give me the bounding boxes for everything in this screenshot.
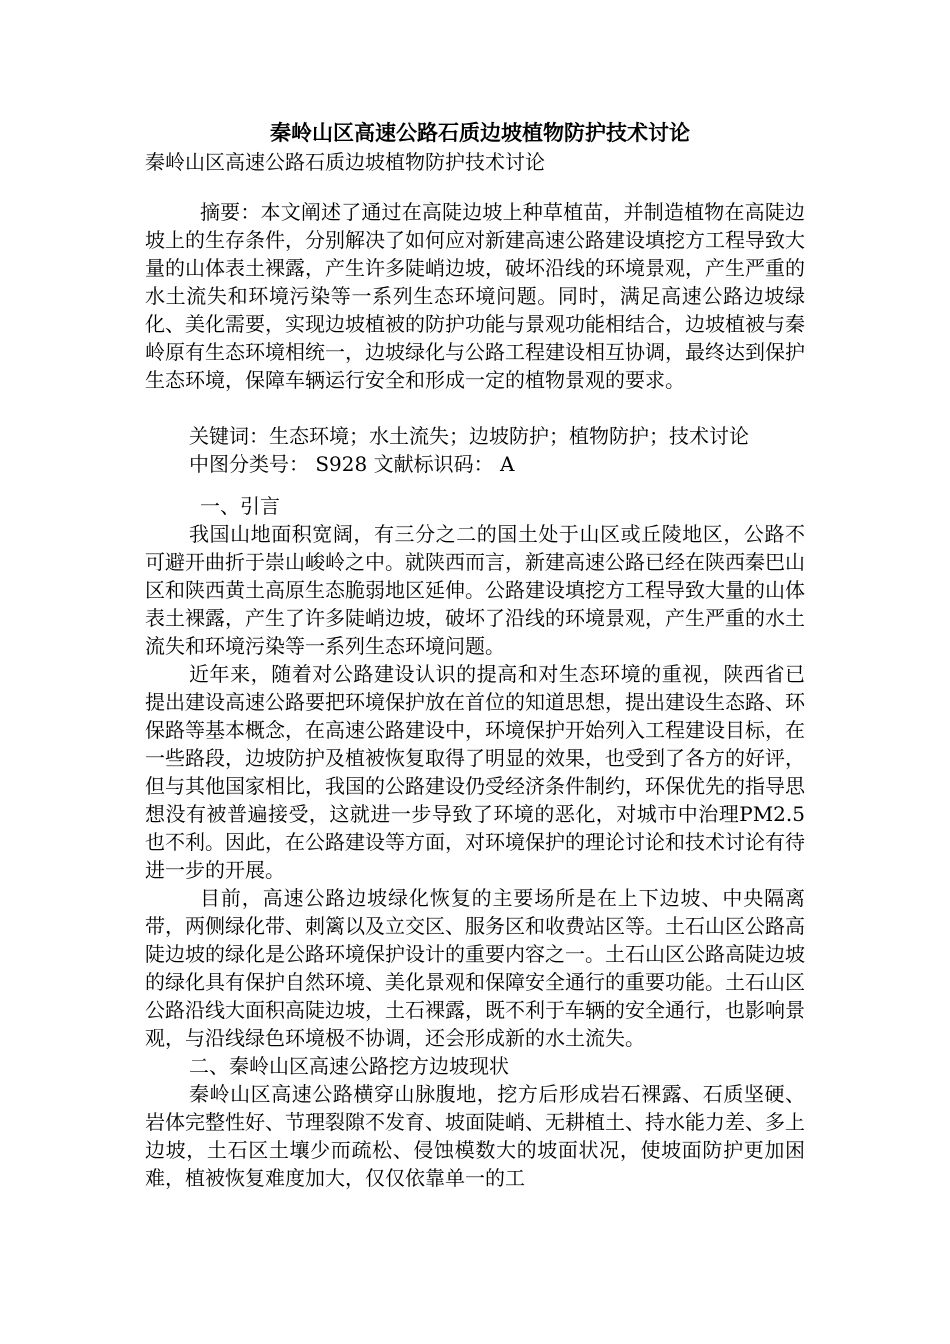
section-heading-current-status: 二、秦岭山区高速公路挖方边坡现状	[189, 1054, 509, 1078]
body-paragraph: 目前，高速公路边坡绿化恢复的主要场所是在上下边坡、中央隔离带，两侧绿化带、刺篱以及立交区、服务区和收费站区等。土石山区公路高陡边坡的绿化是公路环境保护设计的重要内容之一。土石山区公路高陡边坡的绿化具有保护自然环境、美化景观和保障安全通行的重要功能。土石山区公路沿线大面积高陡边坡，土石裸露，既不利于车辆的安全通行，也影响景观，与沿线绿色环境极不协调，还会形成新的水土流失。	[145, 886, 805, 1050]
document-title: 秦岭山区高速公路石质边坡植物防护技术讨论	[270, 120, 690, 145]
document-subtitle: 秦岭山区高速公路石质边坡植物防护技术讨论	[145, 150, 545, 174]
keywords-line: 关键词：生态环境；水土流失；边坡防护；植物防护；技术讨论	[189, 424, 749, 448]
body-paragraph: 我国山地面积宽阔，有三分之二的国土处于山区或丘陵地区，公路不可避开曲折于崇山峻岭之中。就陕西而言，新建高速公路已经在陕西秦巴山区和陕西黄土高原生态脆弱地区延伸。公路建设填挖方工程导致大量的山体表土裸露，产生了许多陡峭边坡，破坏了沿线的环境景观，产生严重的水土流失和环境污染等一系列生态环境问题。	[145, 522, 805, 658]
section-heading-introduction: 一、引言	[200, 494, 280, 518]
classification-line: 中图分类号： S928 文献标识码： A	[189, 452, 515, 476]
body-paragraph: 秦岭山区高速公路横穿山脉腹地，挖方后形成岩石裸露、石质坚硬、岩体完整性好、节理裂隙不发育、坡面陡峭、无耕植土、持水能力差、多上边坡，土石区土壤少而疏松、侵蚀模数大的坡面状况，使坡面防护更加困难，植被恢复难度加大，仅仅依靠单一的工	[145, 1082, 805, 1190]
abstract-paragraph: 摘要：本文阐述了通过在高陡边坡上种草植苗，并制造植物在高陡边坡上的生存条件，分别解决了如何应对新建高速公路建设填挖方工程导致大量的山体表土裸露，产生许多陡峭边坡，破坏沿线的环境景观，产生严重的水土流失和环境污染等一系列生态环境问题。同时，满足高速公路边坡绿化、美化需要，实现边坡植被的防护功能与景观功能相结合，边坡植被与秦岭原有生态环境相统一，边坡绿化与公路工程建设相互协调，最终达到保护生态环境，保障车辆运行安全和形成一定的植物景观的要求。	[145, 200, 805, 392]
body-paragraph: 近年来，随着对公路建设认识的提高和对生态环境的重视，陕西省已提出建设高速公路要把环境保护放在首位的知道思想，提出建设生态路、环保路等基本概念，在高速公路建设中，环境保护开始列入工程建设目标，在一些路段，边坡防护及植被恢复取得了明显的效果，也受到了各方的好评，但与其他国家相比，我国的公路建设仍受经济条件制约，环保优先的指导思想没有被普遍接受，这就进一步导致了环境的恶化，对城市中治理PM2.5也不利。因此，在公路建设等方面，对环境保护的理论讨论和技术讨论有待进一步的开展。	[145, 662, 805, 882]
document-page	[145, 118, 805, 1192]
